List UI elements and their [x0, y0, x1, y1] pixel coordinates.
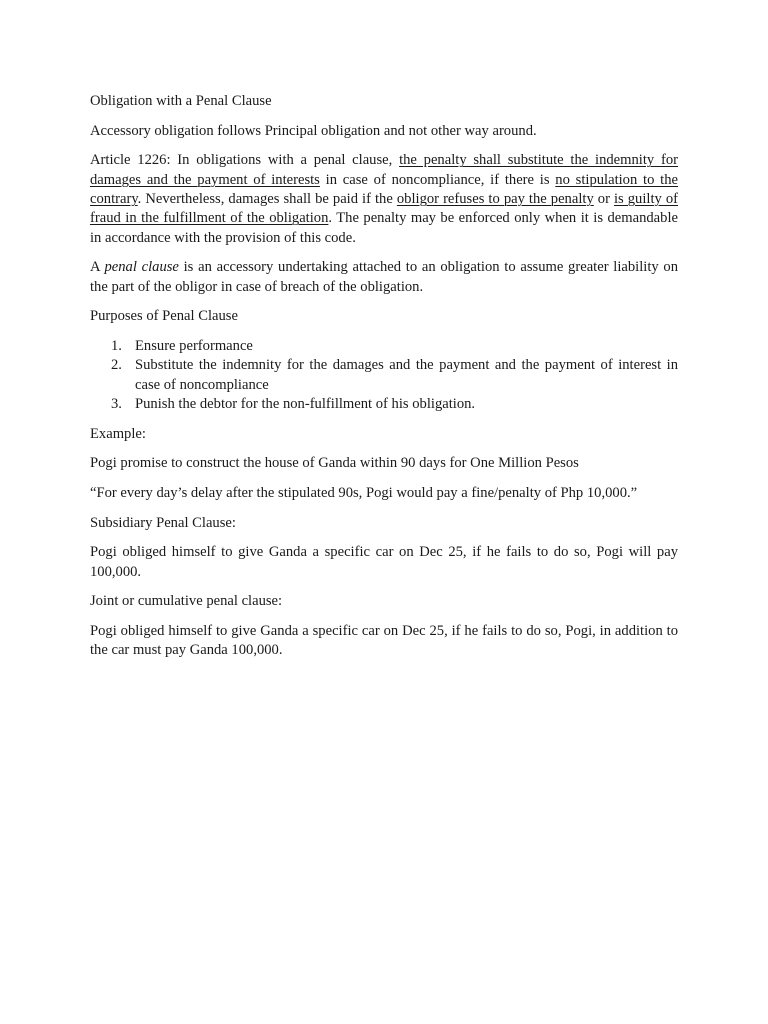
- article-text-1: Article 1226: In obligations with a penal clause,: [90, 152, 400, 169]
- list-item-number: 1.: [111, 337, 122, 354]
- list-item: [90, 395, 678, 414]
- list-item-number: 2.: [111, 357, 122, 374]
- list-item-text: Punish the debtor for the non-fulfillment of his obligation.: [135, 395, 476, 412]
- list-item-number: 3.: [111, 395, 122, 412]
- definition-prefix: A: [90, 259, 105, 276]
- article-text-2: in case of noncompliance, if there is: [319, 171, 556, 188]
- list-item-text: Ensure performance: [135, 337, 253, 354]
- article-text-3: . Nevertheless, damages shall be paid if the: [137, 190, 397, 207]
- article-underline-4: is guilty of fraud in the fulfillment of the obligation: [90, 190, 678, 227]
- list-item: [90, 337, 678, 356]
- purposes-heading: Purposes of Penal Clause: [90, 308, 238, 325]
- example-paragraph: Pogi promise to construct the house of Ganda within 90 days for One Million Pesos: [90, 455, 579, 472]
- joint-paragraph: Pogi obliged himself to give Ganda a specific car on Dec 25, if he fails to do so, Pogi, in addition to the car must pay Ganda 100,000.: [90, 622, 678, 659]
- list-item-text: Substitute the indemnity for the damages and the payment and the payment of interest in case of noncompliance: [135, 357, 678, 393]
- document-title: Obligation with a Penal Clause: [90, 93, 272, 109]
- subsidiary-heading: Subsidiary Penal Clause:: [90, 514, 236, 531]
- article-text-5: . The penalty may be enforced only when it is demandable in accordance with the provision of this code.: [90, 210, 678, 246]
- definition-term: penal clause: [104, 259, 179, 276]
- definition-paragraph: [90, 258, 678, 297]
- definition-rest: is an accessory undertaking attached to an obligation to assume greater liability on the part of the obligor in case of breach of the obligation.: [90, 259, 679, 295]
- article-1226-paragraph: [90, 151, 678, 247]
- accessory-rule-paragraph: Accessory obligation follows Principal obligation and not other way around.: [90, 122, 537, 139]
- list-item: [90, 356, 678, 395]
- example-heading: Example:: [90, 425, 146, 442]
- article-underline-2: no stipulation to the contrary: [90, 171, 679, 207]
- document-body: [90, 92, 678, 671]
- purposes-list: [90, 337, 678, 414]
- article-underline-3: obligor refuses to pay the penalty: [396, 190, 594, 207]
- joint-heading: Joint or cumulative penal clause:: [90, 593, 283, 610]
- article-underline-1: the penalty shall substitute the indemnity for damages and the payment of interests: [90, 152, 678, 188]
- example-quote: “For every day’s delay after the stipulated 90s, Pogi would pay a fine/penalty of Php 10,000.”: [90, 484, 638, 501]
- subsidiary-paragraph: Pogi obliged himself to give Ganda a specific car on Dec 25, if he fails to do so, Pogi will pay 100,000.: [90, 544, 678, 580]
- article-text-4: or: [593, 190, 614, 207]
